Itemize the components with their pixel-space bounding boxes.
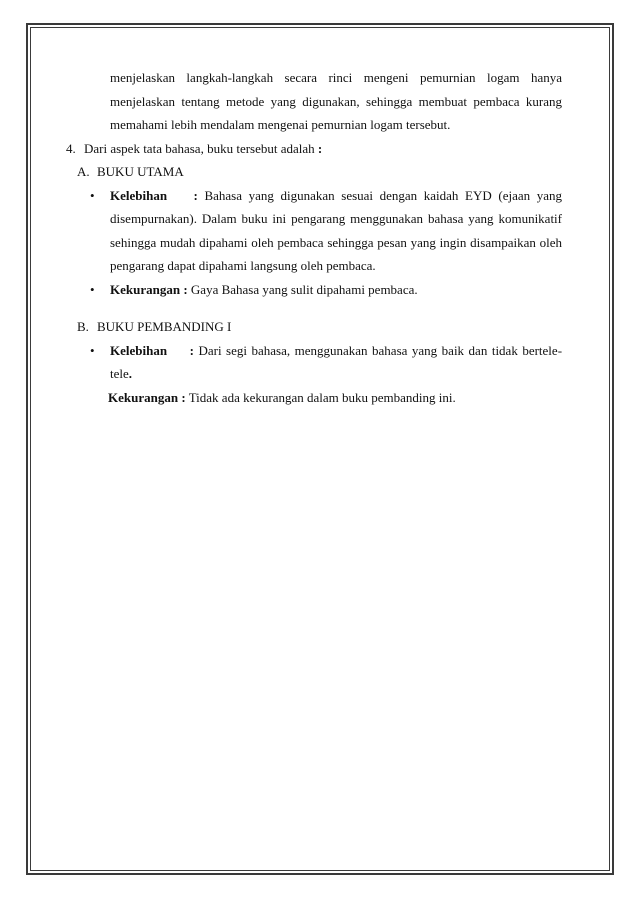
section-letter: A.: [77, 164, 90, 179]
section-b-heading: [77, 315, 562, 339]
kelebihan-colon: :: [193, 187, 198, 203]
kekurangan-colon: :: [181, 389, 186, 405]
document-body: [66, 66, 562, 409]
kelebihan-line: pengarang dapat dipahami langsung oleh pembaca.: [110, 258, 376, 273]
kelebihan-text: Bahasa yang digunakan sesuai dengan kaidah EYD (ejaan yang: [204, 187, 562, 203]
bullet-icon: •: [90, 281, 95, 297]
kekurangan-colon: :: [183, 281, 188, 297]
kekurangan-label: Kekurangan: [108, 389, 179, 405]
kekurangan-text: Gaya Bahasa yang sulit dipahami pembaca.: [190, 281, 418, 297]
kelebihan-line-end: .: [128, 366, 133, 381]
kekurangan-label: Kekurangan: [110, 281, 181, 297]
intro-line: memahami lebih mendalam mengenai pemurnian logam tersebut.: [110, 117, 451, 132]
item-text: Dari aspek tata bahasa, buku tersebut adalah: [84, 140, 315, 156]
section-b-kekurangan: [108, 386, 562, 410]
item-colon: :: [317, 140, 323, 156]
section-a-kelebihan: [90, 184, 562, 278]
kelebihan-line-text: tele: [110, 366, 129, 381]
intro-line: menjelaskan langkah-langkah secara rinci mengeni pemurnian logam hanya: [110, 70, 562, 85]
kelebihan-label: Kelebihan: [110, 342, 168, 358]
kelebihan-first-line: [110, 339, 562, 363]
intro-paragraph: [66, 66, 562, 137]
section-letter: B.: [77, 319, 89, 334]
kelebihan-label: Kelebihan: [110, 187, 168, 203]
kelebihan-text: Dari segi bahasa, menggunakan bahasa yang baik dan tidak bertele-: [198, 342, 563, 358]
kelebihan-line: disempurnakan). Dalam buku ini pengarang menggunakan bahasa yang komunikatif: [110, 211, 562, 226]
kelebihan-first-line: [110, 184, 562, 208]
section-a-heading: [77, 160, 562, 184]
kelebihan-line: [110, 362, 562, 386]
kelebihan-line: sehingga mudah dipahami oleh pembaca sehingga pesan yang ingin disampaikan oleh: [110, 234, 562, 250]
item-number: 4.: [66, 140, 76, 156]
intro-line: menjelaskan tentang metode yang digunakan, sehingga membuat pembaca kurang: [110, 93, 562, 109]
section-b-kelebihan: [90, 339, 562, 386]
section-title: BUKU PEMBANDING I: [97, 319, 232, 334]
kelebihan-colon: :: [189, 342, 194, 358]
kekurangan-text: Tidak ada kekurangan dalam buku pembanding ini.: [188, 389, 456, 405]
bullet-icon: •: [90, 342, 95, 358]
numbered-item-4: [66, 137, 562, 161]
bullet-icon: •: [90, 187, 95, 203]
section-title: BUKU UTAMA: [97, 164, 184, 179]
section-a-kekurangan: [90, 278, 562, 302]
